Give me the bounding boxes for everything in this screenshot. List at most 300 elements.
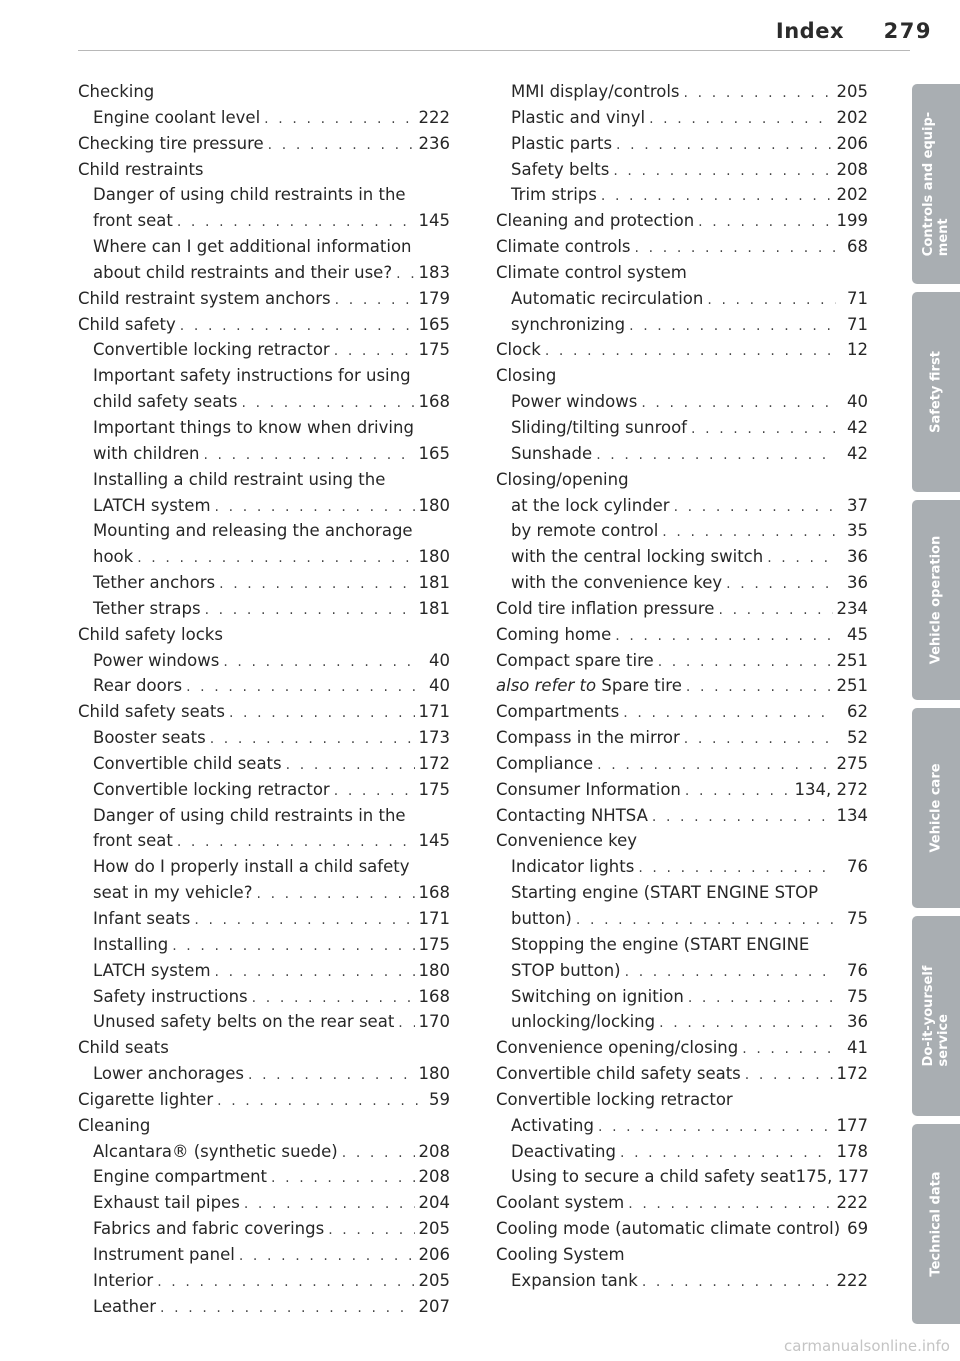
index-entry-page[interactable]: 59 — [429, 1089, 450, 1109]
index-entry-text: Exhaust tail pipes — [93, 1193, 240, 1213]
index-entry-text: Child restraint system anchors — [78, 288, 331, 308]
dot-leader — [137, 546, 414, 572]
dot-leader — [616, 133, 832, 159]
index-entry-text: Climate controls — [496, 237, 631, 257]
index-entry-page[interactable]: 134 — [836, 805, 868, 825]
dot-leader — [239, 1244, 415, 1270]
index-entry — [496, 518, 868, 544]
dot-leader — [180, 314, 415, 340]
index-entry-text: Child safety seats — [78, 702, 225, 722]
index-entry-text: seat in my vehicle? — [93, 883, 253, 903]
cross-reference-label: also refer to — [496, 676, 597, 696]
index-entry — [496, 958, 868, 984]
index-entry-text: Switching on ignition — [511, 986, 684, 1006]
index-entry — [496, 984, 868, 1010]
index-entry-page[interactable]: 36 — [847, 1012, 868, 1032]
dot-leader — [194, 908, 414, 934]
index-entry-text: Important safety instructions for using — [93, 366, 411, 386]
index-entry — [496, 182, 868, 208]
tab-vehicle-operation[interactable] — [912, 500, 960, 700]
index-entry-page[interactable]: 181 — [418, 573, 450, 593]
tab-vehicle-care[interactable] — [912, 708, 960, 908]
tab-label — [929, 1171, 944, 1276]
index-entry — [496, 854, 868, 880]
index-entry-text: button) — [511, 909, 572, 928]
index-entry-text: Coolant system — [496, 1193, 625, 1213]
index-entry — [496, 363, 868, 389]
index-entry-text: Power windows — [93, 650, 220, 670]
index-entry-text: Engine compartment — [93, 1167, 268, 1187]
index-entry — [496, 1113, 868, 1139]
index-entry-page[interactable]: 202 — [836, 107, 868, 127]
index-entry — [496, 725, 868, 751]
index-entry — [496, 389, 868, 415]
dot-leader — [658, 650, 833, 676]
index-entry — [78, 1164, 450, 1190]
index-entry-text: Compliance — [496, 753, 594, 773]
index-entry-page[interactable]: 205 — [418, 1270, 450, 1290]
index-entry-page[interactable]: 181 — [418, 598, 450, 618]
index-entry — [78, 673, 450, 699]
index-entry-text: Danger of using child restraints in the — [93, 185, 406, 205]
dot-leader — [628, 1192, 832, 1218]
tab-safety-first[interactable] — [912, 292, 960, 492]
index-entry — [78, 234, 450, 260]
index-entry-page[interactable]: 222 — [836, 1193, 868, 1213]
dot-leader — [215, 960, 415, 986]
index-entry-page[interactable]: 208 — [418, 1167, 450, 1187]
index-entry — [78, 984, 450, 1010]
index-entry-text: Starting engine (START ENGINE STOP — [511, 883, 819, 903]
index-entry-text: Engine coolant level — [93, 107, 261, 127]
index-entry-page[interactable]: 35 — [847, 521, 868, 541]
index-entry — [78, 803, 450, 829]
index-entry — [78, 699, 450, 725]
index-entry-page[interactable]: 173 — [418, 728, 450, 748]
index-entry-page[interactable]: 165 — [418, 314, 450, 334]
index-entry-text: Mounting and releasing the anchorage — [93, 521, 413, 541]
index-entry-page[interactable]: 71 — [847, 288, 868, 308]
tab-label-line: ment — [936, 218, 951, 257]
index-entry — [78, 958, 450, 984]
dot-leader — [242, 391, 415, 417]
index-entry — [496, 544, 868, 570]
index-entry-page[interactable]: 170 — [418, 1012, 450, 1032]
index-entry — [78, 131, 450, 157]
index-entry-page[interactable]: 275 — [836, 753, 868, 773]
tab-label — [929, 351, 944, 433]
index-entry-text: LATCH system — [93, 960, 211, 980]
index-entry — [496, 906, 868, 932]
index-entry-page[interactable]: 183 — [418, 262, 450, 282]
index-entry-page[interactable]: 222 — [836, 1270, 868, 1290]
tab-label — [929, 763, 944, 852]
index-entry-page[interactable]: 175 — [418, 934, 450, 954]
dot-leader — [215, 495, 415, 521]
index-entry-text: Climate control system — [496, 262, 687, 282]
watermark: carmanualsonline.info — [784, 1337, 950, 1355]
tab-label-line: Do-it-yourself — [921, 965, 936, 1067]
dot-leader — [620, 1141, 833, 1167]
dot-leader — [662, 520, 836, 546]
index-entry-text: synchronizing — [511, 314, 626, 334]
index-entry-text: Convenience opening/closing — [496, 1038, 739, 1058]
index-entry-page[interactable]: 75 — [847, 986, 868, 1006]
dot-leader — [268, 133, 415, 159]
index-entry-text: Instrument panel — [93, 1244, 235, 1264]
index-entry-text: Infant seats — [93, 909, 191, 928]
index-entry-text: hook — [93, 547, 134, 567]
index-entry-text: child safety seats — [93, 392, 238, 412]
index-entry-page[interactable]: 205 — [418, 1219, 450, 1239]
index-entry-text: Child safety locks — [78, 624, 223, 644]
index-entry-text: Checking tire pressure — [78, 133, 264, 153]
index-entry — [78, 596, 450, 622]
index-entry-page[interactable]: 68 — [847, 237, 868, 257]
index-entry-page[interactable]: 234 — [836, 598, 868, 618]
dot-leader — [342, 1141, 415, 1167]
index-entry-text: Cold tire inflation pressure — [496, 598, 715, 618]
dot-leader — [691, 417, 836, 443]
dot-leader — [256, 882, 414, 908]
index-entry — [78, 622, 450, 648]
index-entry-page[interactable]: 75 — [847, 909, 868, 928]
index-entry-text: Convertible child seats — [93, 753, 282, 773]
index-entry-text: Cigarette lighter — [78, 1089, 214, 1109]
index-entry — [78, 648, 450, 674]
index-entry — [78, 1139, 450, 1165]
index-entry-page[interactable]: 172 — [836, 1064, 868, 1084]
index-entry-text: front seat — [93, 211, 173, 231]
dot-leader — [264, 107, 414, 133]
index-entry-text: Child restraints — [78, 159, 204, 179]
index-entry — [78, 337, 450, 363]
tab-label — [921, 112, 951, 256]
dot-leader — [396, 262, 414, 288]
index-entry-page[interactable]: 76 — [847, 857, 868, 877]
tab-do-it-yourself-service[interactable] — [912, 916, 960, 1116]
index-entry — [78, 415, 450, 441]
index-entry — [496, 493, 868, 519]
dot-leader — [742, 1037, 836, 1063]
dot-leader — [642, 1270, 833, 1296]
index-entry-page[interactable]: 165 — [418, 443, 450, 463]
index-entry-page[interactable]: 177 — [836, 1115, 868, 1135]
index-entry — [78, 441, 450, 467]
index-entry-page[interactable]: 69 — [847, 1219, 869, 1239]
index-entry — [496, 1139, 868, 1165]
index-entry — [496, 596, 868, 622]
dot-leader — [597, 753, 832, 779]
header-rule — [78, 50, 910, 51]
index-entry-text: Expansion tank — [511, 1270, 638, 1290]
index-entry-text: Convertible child safety seats — [496, 1064, 741, 1084]
index-entry-page[interactable]: 36 — [847, 547, 868, 567]
dot-leader — [334, 339, 415, 365]
dot-leader — [210, 727, 415, 753]
index-entry-text: Tether straps — [93, 598, 201, 618]
index-entry — [496, 286, 868, 312]
index-entry-text: Unused safety belts on the rear seat — [93, 1012, 395, 1032]
dot-leader — [659, 1011, 836, 1037]
dot-leader — [244, 1192, 415, 1218]
index-entry — [496, 157, 868, 183]
index-entry-page[interactable]: 42 — [847, 443, 868, 463]
index-entry-page[interactable]: 42 — [847, 417, 868, 437]
index-entry-page[interactable]: 180 — [418, 960, 450, 980]
index-entry-text: Interior — [93, 1270, 154, 1290]
tab-label-line: Technical data — [928, 1171, 944, 1277]
index-entry-text — [496, 673, 682, 699]
dot-leader — [335, 288, 415, 314]
index-entry — [78, 1216, 450, 1242]
index-entry — [496, 1268, 868, 1294]
index-entry — [496, 570, 868, 596]
index-entry — [78, 208, 450, 234]
tab-label-line: service — [936, 1014, 951, 1067]
index-entry-page[interactable]: 175 — [418, 779, 450, 799]
index-entry-text: Activating — [511, 1115, 594, 1135]
index-entry — [78, 260, 450, 286]
index-entry — [496, 208, 868, 234]
index-entry — [496, 803, 868, 829]
tab-label-line: Safety first — [928, 351, 944, 433]
index-entry-page[interactable]: 205 — [836, 82, 868, 101]
index-entry-text: Fabrics and fabric coverings — [93, 1219, 325, 1239]
index-entry-text: unlocking/locking — [511, 1012, 656, 1032]
index-entry — [78, 105, 450, 131]
index-entry-page[interactable]: 45 — [847, 624, 868, 644]
index-entry — [496, 777, 868, 803]
index-entry — [496, 751, 868, 777]
dot-leader — [652, 805, 833, 831]
tab-technical-data[interactable] — [912, 1124, 960, 1324]
index-entry-text: Where can I get additional information — [93, 237, 412, 257]
index-entry — [496, 337, 868, 363]
index-entry-text: Cooling System — [496, 1244, 625, 1264]
index-entry — [78, 1087, 450, 1113]
index-column-left — [78, 79, 450, 1320]
index-entry-text: Safety belts — [511, 159, 610, 179]
index-entry-page[interactable]: 206 — [418, 1244, 450, 1264]
index-entry-page[interactable]: 180 — [418, 547, 450, 567]
index-entry — [78, 363, 450, 389]
index-entry-text: Cooling mode (automatic climate control) — [496, 1219, 841, 1239]
index-entry — [78, 725, 450, 751]
index-entry-page[interactable]: 168 — [418, 883, 450, 903]
index-entry-text: with the central locking switch — [511, 547, 764, 567]
index-entry-page[interactable]: 52 — [847, 728, 868, 748]
index-entry-text: Cleaning and protection — [496, 211, 695, 231]
index-entry — [496, 79, 868, 105]
index-entry-text: Convertible locking retractor — [93, 779, 330, 799]
index-entry-page[interactable]: 40 — [429, 650, 450, 670]
index-entry-page[interactable]: 179 — [418, 288, 450, 308]
dot-leader — [177, 830, 415, 856]
index-entry-page[interactable]: 175, 177 — [795, 1167, 870, 1187]
index-entry-text: Using to secure a child safety seat — [511, 1167, 796, 1187]
index-entry — [496, 131, 868, 157]
index-entry-text: How do I properly install a child safety — [93, 857, 410, 877]
index-entry-text: Closing/opening — [496, 469, 629, 489]
index-entry-text: Leather — [93, 1296, 157, 1316]
dot-leader — [248, 1063, 415, 1089]
index-entry-text: Consumer Information — [496, 779, 681, 799]
index-entry-text: Convertible locking retractor — [93, 340, 330, 360]
index-entry — [496, 648, 868, 674]
dot-leader — [718, 598, 832, 624]
index-entry-page[interactable]: 199 — [836, 211, 868, 231]
index-entry-text: about child restraints and their use? — [93, 262, 393, 282]
index-entry-text: front seat — [93, 831, 173, 851]
cross-reference-target: Spare tire — [601, 676, 682, 696]
index-entry-text: by remote control — [511, 521, 659, 541]
index-entry — [78, 906, 450, 932]
dot-leader — [217, 1089, 418, 1115]
index-entry-text: with the convenience key — [511, 573, 723, 593]
index-entry-page[interactable]: 171 — [418, 702, 450, 722]
index-entry — [496, 828, 868, 854]
index-entry — [496, 1009, 868, 1035]
index-entry-page[interactable]: 145 — [418, 831, 450, 851]
index-entry-text: Checking — [78, 82, 155, 101]
index-entry-page[interactable]: 172 — [418, 753, 450, 773]
dot-leader — [726, 572, 836, 598]
index-entry — [496, 622, 868, 648]
index-entry-page[interactable]: 178 — [836, 1141, 868, 1161]
dot-leader — [203, 443, 414, 469]
index-entry-page[interactable]: 134, 272 — [794, 779, 868, 799]
index-entry-page[interactable]: 41 — [847, 1038, 868, 1058]
index-entry-text: Contacting NHTSA — [496, 805, 648, 825]
index-entry-text: Installing a child restraint using the — [93, 469, 386, 489]
index-entry-text: Lower anchorages — [93, 1064, 244, 1084]
index-entry-page[interactable]: 37 — [847, 495, 868, 515]
index-entry-page[interactable]: 12 — [847, 340, 868, 360]
index-entry — [78, 1113, 450, 1139]
dot-leader — [623, 701, 836, 727]
dot-leader — [576, 908, 836, 934]
tab-label-line: Controls and equip- — [921, 111, 936, 257]
index-entry — [78, 182, 450, 208]
index-entry — [78, 880, 450, 906]
dot-leader — [545, 339, 836, 365]
index-entry-page[interactable]: 145 — [418, 211, 450, 231]
dot-leader — [601, 184, 833, 210]
index-entry-text: at the lock cylinder — [511, 495, 670, 515]
index-entry-text: Safety instructions — [93, 986, 248, 1006]
index-entry-page[interactable]: 40 — [847, 392, 868, 412]
index-entry-text: Coming home — [496, 624, 612, 644]
tab-label — [929, 536, 944, 664]
index-entry-text: with children — [93, 443, 200, 463]
tab-label — [921, 966, 951, 1067]
index-entry-page[interactable]: 180 — [418, 1064, 450, 1084]
index-entry-page[interactable]: 62 — [847, 702, 868, 722]
index-entry-page[interactable]: 208 — [418, 1141, 450, 1161]
index-entry-page[interactable]: 171 — [418, 909, 450, 928]
index-entry-page[interactable]: 168 — [418, 986, 450, 1006]
dot-leader — [684, 727, 836, 753]
index-entry-page[interactable]: 202 — [836, 185, 868, 205]
dot-leader — [229, 701, 415, 727]
index-entry — [78, 79, 450, 105]
index-entry-page[interactable]: 207 — [418, 1296, 450, 1316]
dot-leader — [625, 960, 836, 986]
dot-leader — [598, 1115, 833, 1141]
index-entry — [496, 234, 868, 260]
index-entry-page[interactable]: 251 — [836, 676, 868, 696]
index-entry-text: Compact spare tire — [496, 650, 654, 670]
dot-leader — [745, 1063, 833, 1089]
dot-leader — [613, 159, 832, 185]
index-entry — [78, 1268, 450, 1294]
index-entry-page[interactable]: 71 — [847, 314, 868, 334]
index-entry-page[interactable]: 40 — [429, 676, 450, 696]
index-entry — [78, 1061, 450, 1087]
index-entry-page[interactable]: 222 — [418, 107, 450, 127]
index-entry-page[interactable]: 208 — [836, 159, 868, 179]
index-entry-text: Compass in the mirror — [496, 728, 680, 748]
index-entry-text: Deactivating — [511, 1141, 616, 1161]
tab-controls-and-equipment[interactable] — [912, 84, 960, 284]
index-entry — [78, 389, 450, 415]
dot-leader — [398, 1011, 414, 1037]
dot-leader — [638, 856, 836, 882]
index-entry — [496, 312, 868, 338]
index-entry — [78, 312, 450, 338]
index-entry-page[interactable]: 76 — [847, 960, 868, 980]
index-entry-text: Cleaning — [78, 1115, 151, 1135]
index-entry — [496, 880, 868, 906]
index-entry — [78, 932, 450, 958]
dot-leader — [685, 779, 791, 805]
tab-label-line: Vehicle operation — [928, 535, 944, 665]
index-entry — [78, 544, 450, 570]
index-entry-page[interactable]: 251 — [836, 650, 868, 670]
index-entry — [78, 157, 450, 183]
index-entry — [78, 854, 450, 880]
index-entry-text: Closing — [496, 366, 557, 386]
index-entry — [496, 1035, 868, 1061]
dot-leader — [629, 314, 836, 340]
index-entry — [78, 1294, 450, 1320]
index-entry — [78, 493, 450, 519]
index-entry-page[interactable]: 180 — [418, 495, 450, 515]
index-entry-page[interactable]: 175 — [418, 340, 450, 360]
index-entry-text: Danger of using child restraints in the — [93, 805, 406, 825]
index-entry-page[interactable]: 236 — [418, 133, 450, 153]
index-entry-page[interactable]: 168 — [418, 392, 450, 412]
index-entry — [496, 1242, 868, 1268]
index-entry — [496, 1061, 868, 1087]
index-entry-page[interactable]: 204 — [418, 1193, 450, 1213]
index-entry — [78, 570, 450, 596]
index-entry-text: Child safety — [78, 314, 176, 334]
index-entry-text: Sunshade — [511, 443, 593, 463]
index-entry-text: Clock — [496, 340, 541, 360]
index-entry-page[interactable]: 206 — [836, 133, 868, 153]
index-entry — [496, 467, 868, 493]
dot-leader — [635, 236, 836, 262]
dot-leader — [328, 1218, 414, 1244]
index-entry-text: Installing — [93, 934, 169, 954]
dot-leader — [205, 598, 415, 624]
index-entry-text: Important things to know when driving — [93, 417, 414, 437]
index-entry — [496, 260, 868, 286]
index-entry-text: Plastic and vinyl — [511, 107, 646, 127]
index-entry-page[interactable]: 36 — [847, 573, 868, 593]
